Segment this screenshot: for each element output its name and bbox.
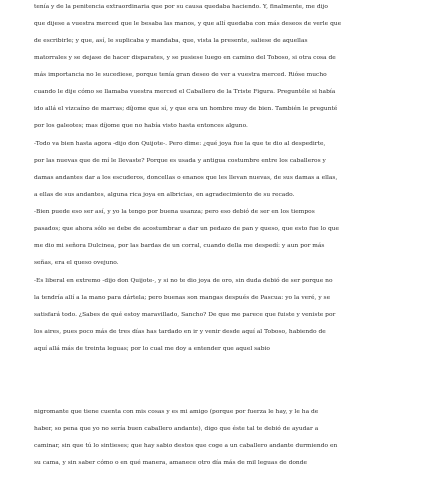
text-line: la tendría allí a la mano para dártela; pero buenas son mangas después de Pascua: yo la veré, y se <box>34 295 331 301</box>
text-line: de escribirle; y que, así, le suplicaba y mandaba, que, vista la presente, saliese de aquellas <box>34 38 308 44</box>
text-line: -Es liberal en extremo -dijo don Quijote-, y si no te dio joya de oro, sin duda debió de ser porque no <box>34 278 333 284</box>
text-line: más importancia no le sucediese, porque tenía gran deseo de ver a vuestra merced. Rióse mucho <box>34 72 327 78</box>
text-line: me dio mi señora Dulcinea, por las bardas de un corral, cuando della me despedí: y aun por más <box>34 243 325 249</box>
text-line: a ellas de sus andantes, alguna rica joya en albricias, en agradecimiento de su recado. <box>34 192 295 198</box>
text-line: que dijese a vuestra merced que le besaba las manos, y que allí quedaba con más deseos de verle que <box>34 21 342 27</box>
text-line: los aires, pues poco más de tres días has tardado en ir y venir desde aquí al Toboso, habiendo de <box>34 329 326 335</box>
text-line: damas andantes dar a los escuderos, doncellas o enanos que les llevan nuevas, de sus damas a ellas, <box>34 175 338 181</box>
text-line: ido allá el vizcaíno de marras; díjome que sí, y que era un hombre muy de bien. También le pregunté <box>34 106 338 112</box>
text-line: aquí allá más de treinta leguas; por lo cual me doy a entender que aquel sabio <box>34 346 270 352</box>
text-line: pasados; que ahora sólo se debe de acostumbrar a dar un pedazo de pan y queso, que esto fue lo que <box>34 226 340 232</box>
text-line: señas, era el queso ovejuno. <box>34 260 119 266</box>
text-line: haber, so pena que yo no sería buen caballero andante), digo que éste tal te debió de ayudar a <box>34 426 319 432</box>
text-line: caminar, sin que tú lo sintieses; que hay sabio destos que coge a un caballero andante durmiendo en <box>34 443 338 449</box>
text-line: -Bien puede eso ser así, y yo la tengo por buena usanza; pero eso debió de ser en los tiempos <box>34 209 315 215</box>
text-line: por los galeotes; mas díjome que no había visto hasta entonces alguno. <box>34 123 248 129</box>
text-line: cuando le dije cómo se llamaba vuestra merced el Caballero de la Triste Figura. Preguntéle si había <box>34 89 336 95</box>
text-line: nigromante que tiene cuenta con mis cosas y es mi amigo (porque por fuerza le hay, y le ha de <box>34 409 319 415</box>
text-line: matorrales y se dejase de hacer disparates, y se pusiese luego en camino del Toboso, si otra cosa de <box>34 55 336 61</box>
text-line: por las nuevas que de mí le llevaste? Porque es usada y antigua costumbre entre los caballeros y <box>34 158 326 164</box>
text-line: su cama, y sin saber cómo o en qué manera, amanece otro día más de mil leguas de donde <box>34 460 308 466</box>
text-line: satisfará todo. ¿Sabes de qué estoy maravillado, Sancho? De que me parece que fuiste y veniste por <box>34 312 336 318</box>
text-line: tenía y de la penitencia extraordinaria que por su causa quedaba haciendo. Y, finalmente, me dijo <box>34 4 328 10</box>
text-line: -Todo va bien hasta agora -dijo don Quijote-. Pero dime: ¿qué joya fue la que te dio al despedirte, <box>34 141 326 147</box>
